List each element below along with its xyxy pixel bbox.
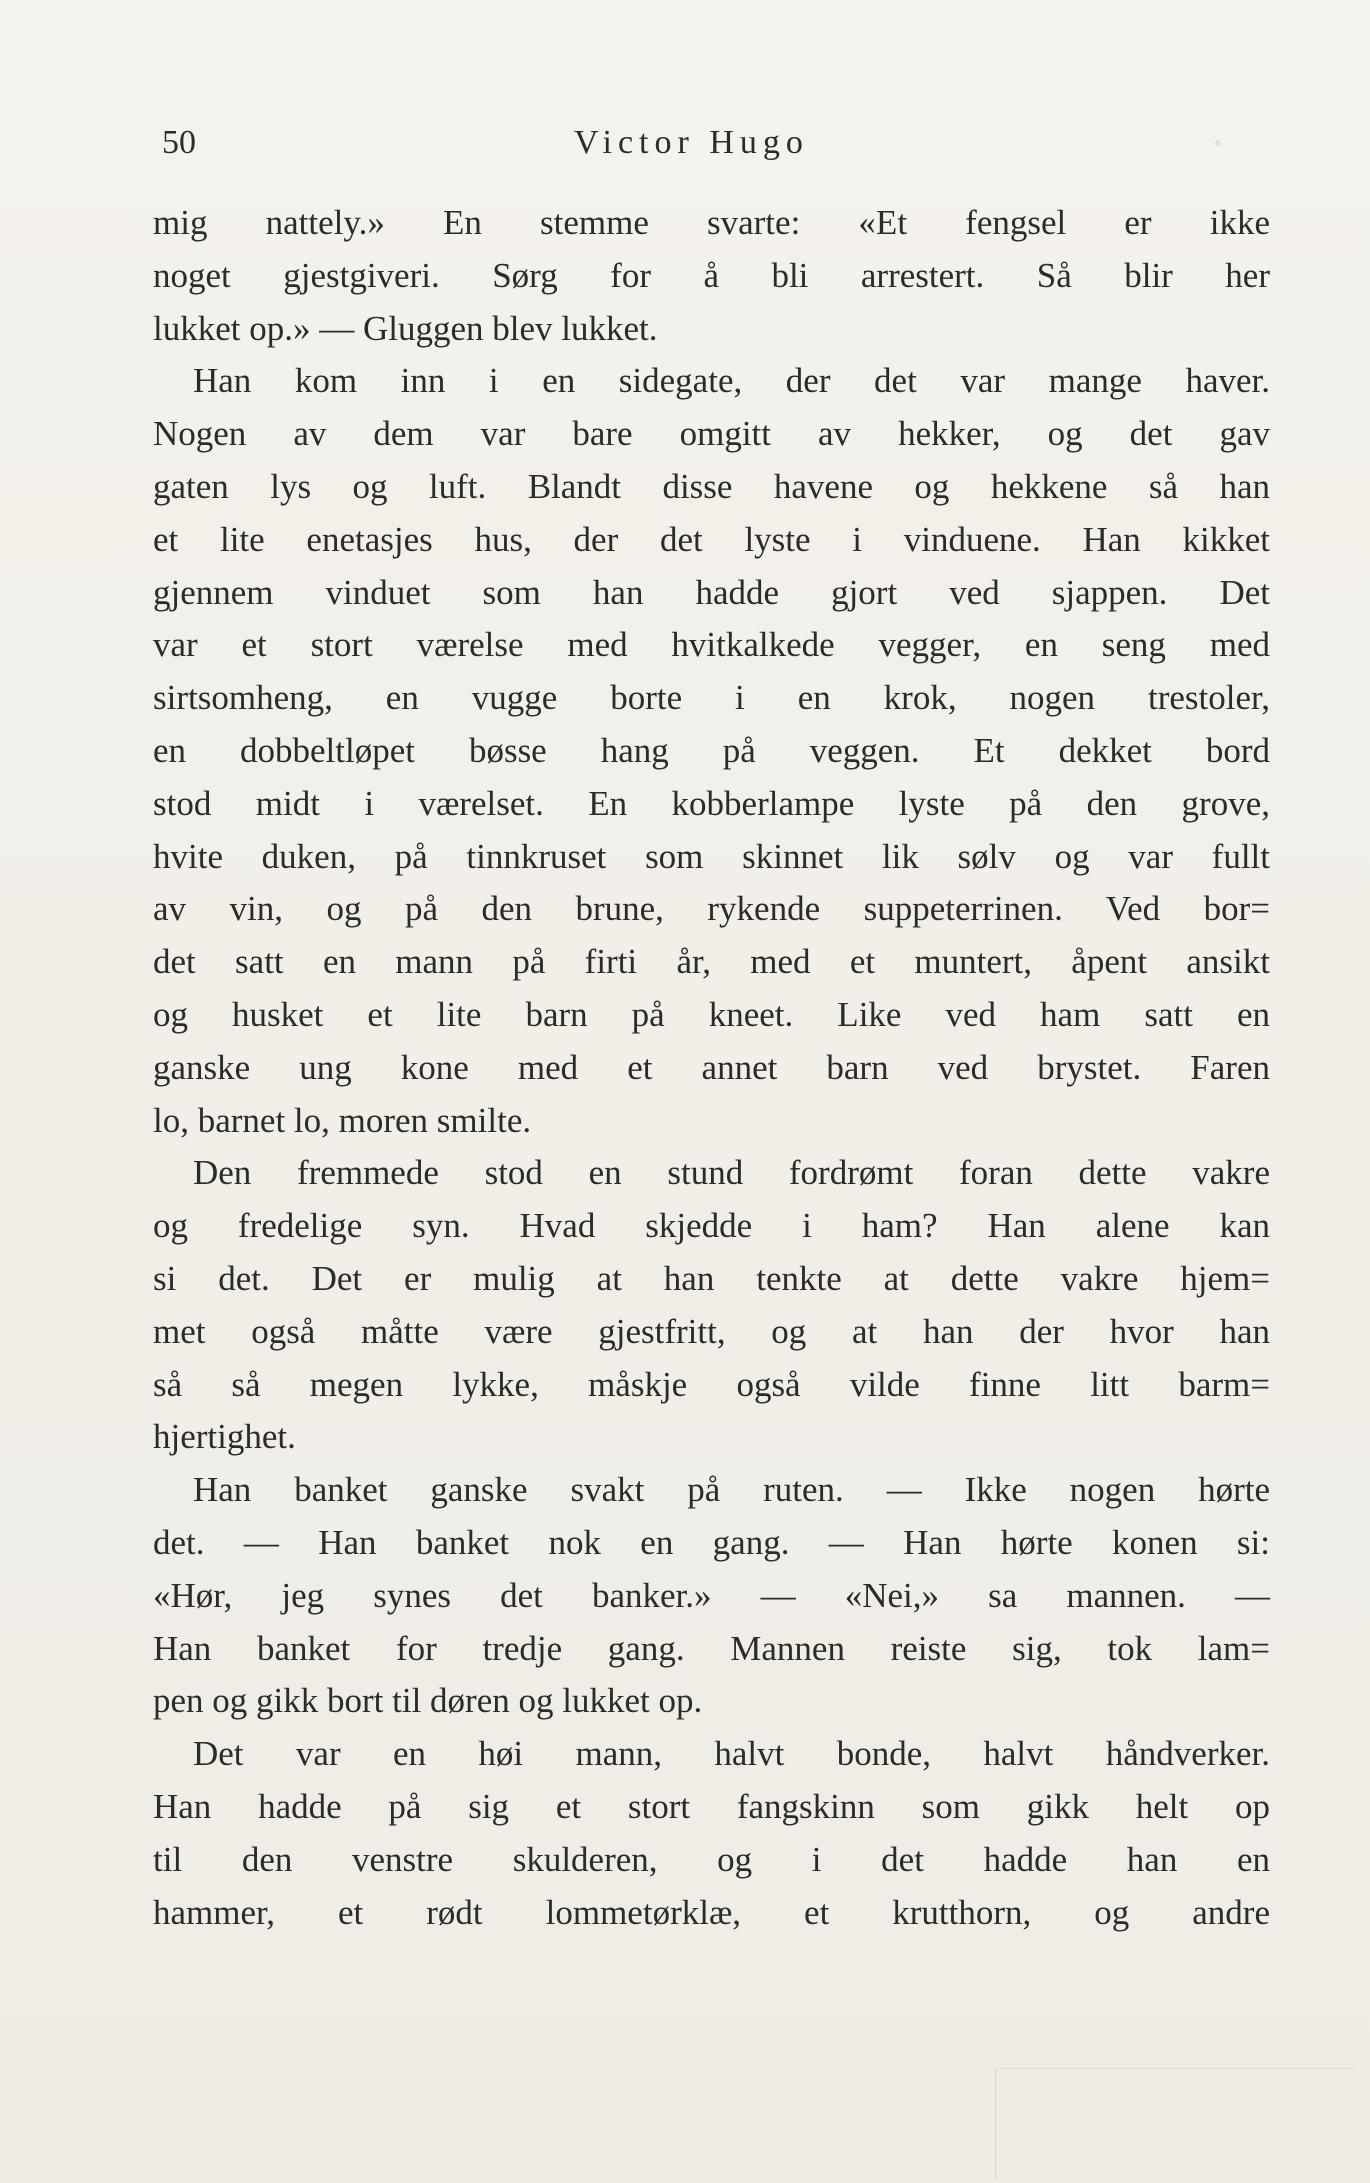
text-line: ganske ung kone med et annet barn ved brystet. Faren [153,1047,1270,1087]
text-line: hvite duken, på tinnkruset som skinnet lik sølv og var fullt [153,836,1270,876]
text-line: noget gjestgiveri. Sørg for å bli arrestert. Så blir her [153,255,1270,295]
text-line: «Hør, jeg synes det banker.» — «Nei,» sa mannen. — [153,1575,1270,1615]
paper-speck [1215,140,1221,146]
text-line: lukket op.» — Gluggen blev lukket. [153,308,658,348]
text-line: Han hadde på sig et stort fangskinn som gikk helt op [153,1786,1270,1826]
text-line: stod midt i værelset. En kobberlampe lyste på den grove, [153,783,1270,823]
text-line: en dobbeltløpet bøsse hang på veggen. Et dekket bord [153,730,1270,770]
text-line: så så megen lykke, måskje også vilde finne litt barm= [153,1364,1270,1404]
paper-crease [995,2068,1356,2179]
text-line: hjertighet. [153,1417,296,1457]
running-head [162,118,1272,168]
text-line: det. — Han banket nok en gang. — Han hørte konen si: [153,1522,1270,1562]
text-line: pen og gikk bort til døren og lukket op. [153,1681,703,1721]
text-line: var et stort værelse med hvitkalkede vegger, en seng med [153,625,1270,665]
text-line: gjennem vinduet som han hadde gjort ved sjappen. Det [153,572,1270,612]
text-line: Nogen av dem var bare omgitt av hekker, og det gav [153,414,1270,454]
text-line: og husket et lite barn på kneet. Like ved ham satt en [153,994,1270,1034]
text-line: gaten lys og luft. Blandt disse havene og hekkene så han [153,466,1270,506]
text-line: av vin, og på den brune, rykende suppeterrinen. Ved bor= [153,889,1270,929]
text-line: mig nattely.» En stemme svarte: «Et fengsel er ikke [153,203,1270,242]
text-line: Den fremmede stod en stund fordrømt foran dette vakre [193,1153,1270,1193]
text-line: hammer, et rødt lommetørklæ, et krutthorn, og andre [153,1892,1270,1932]
text-line: et lite enetasjes hus, der det lyste i vinduene. Han kikket [153,519,1270,559]
text-line: til den venstre skulderen, og i det hadde han en [153,1839,1270,1879]
text-line: Han kom inn i en sidegate, der det var mange haver. [193,361,1270,401]
text-line: det satt en mann på firti år, med et muntert, åpent ansikt [153,942,1270,982]
text-line: Det var en høi mann, halvt bonde, halvt håndverker. [193,1734,1270,1774]
text-line: si det. Det er mulig at han tenkte at dette vakre hjem= [153,1258,1270,1298]
text-line: Han banket for tredje gang. Mannen reiste sig, tok lam= [153,1628,1270,1668]
body-text [153,197,1270,1939]
text-line: og fredelige syn. Hvad skjedde i ham? Han alene kan [153,1206,1270,1246]
text-line: sirtsomheng, en vugge borte i en krok, nogen trestoler, [153,678,1270,718]
text-line: lo, barnet lo, moren smilte. [153,1100,532,1140]
text-line: met også måtte være gjestfritt, og at han der hvor han [153,1311,1270,1351]
page-number: 50 [162,124,196,161]
text-line: Han banket ganske svakt på ruten. — Ikke nogen hørte [193,1470,1270,1510]
running-title: Victor Hugo [574,124,809,161]
